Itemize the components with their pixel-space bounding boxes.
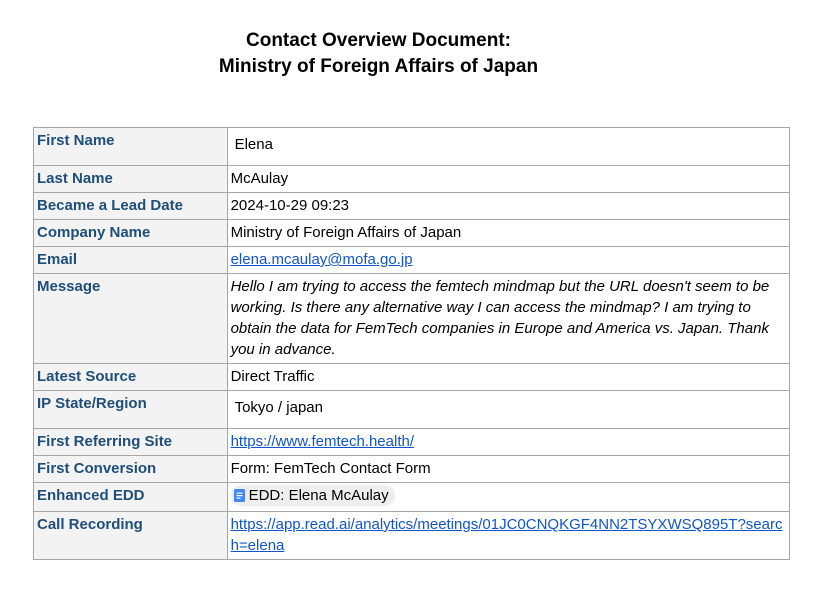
first-conversion-value: Form: FemTech Contact Form: [227, 456, 789, 483]
last-name-value: McAulay: [227, 166, 789, 193]
title-line-2: Ministry of Foreign Affairs of Japan: [218, 56, 539, 77]
row-enhanced-edd: [34, 483, 790, 512]
row-first-name: [34, 128, 790, 166]
email-label: Email: [34, 247, 228, 274]
email-link[interactable]: elena.mcaulay@mofa.go.jp: [230, 251, 413, 268]
row-first-conversion: [34, 456, 790, 483]
first-referring-site-label: First Referring Site: [34, 429, 228, 456]
message-label: Message: [34, 274, 228, 364]
document-icon: [234, 489, 245, 502]
first-referring-site-link[interactable]: https://www.femtech.health/: [230, 433, 414, 450]
first-name-value: Elena: [234, 136, 273, 153]
latest-source-label: Latest Source: [34, 364, 228, 391]
ip-region-label: IP State/Region: [34, 391, 228, 429]
enhanced-edd-label: Enhanced EDD: [34, 483, 228, 512]
edd-file-chip-label: EDD: Elena McAulay: [248, 487, 389, 504]
row-lead-date: [34, 193, 790, 220]
row-email: [34, 247, 790, 274]
call-recording-label: Call Recording: [34, 512, 228, 560]
row-call-recording: [34, 512, 790, 560]
row-first-referring-site: [34, 429, 790, 456]
company-value: Ministry of Foreign Affairs of Japan: [227, 220, 789, 247]
first-name-label: First Name: [34, 128, 228, 166]
document-title: [0, 28, 757, 80]
call-recording-link[interactable]: https://app.read.ai/analytics/meetings/01JC0CNQKGF4NN2TSYXWSQ895T?search=elena: [230, 516, 783, 554]
first-conversion-label: First Conversion: [34, 456, 228, 483]
message-value: Hello I am trying to access the femtech mindmap but the URL doesn't seem to be working. Is there any alternative way I can access the mindmap? I am trying to obtain the data for FemTech companies in Europe and America vs. Japan. Thank you in advance.: [227, 274, 789, 364]
row-last-name: [34, 166, 790, 193]
row-ip-region: [34, 391, 790, 429]
contact-table: [33, 127, 790, 560]
lead-date-value: 2024-10-29 09:23: [227, 193, 789, 220]
latest-source-value: Direct Traffic: [227, 364, 789, 391]
row-company: [34, 220, 790, 247]
last-name-label: Last Name: [34, 166, 228, 193]
title-line-1: Contact Overview Document:: [246, 30, 511, 51]
row-latest-source: [34, 364, 790, 391]
lead-date-label: Became a Lead Date: [34, 193, 228, 220]
company-label: Company Name: [34, 220, 228, 247]
edd-file-chip[interactable]: [231, 485, 395, 506]
ip-region-value: Tokyo / japan: [234, 399, 323, 416]
row-message: [34, 274, 790, 364]
